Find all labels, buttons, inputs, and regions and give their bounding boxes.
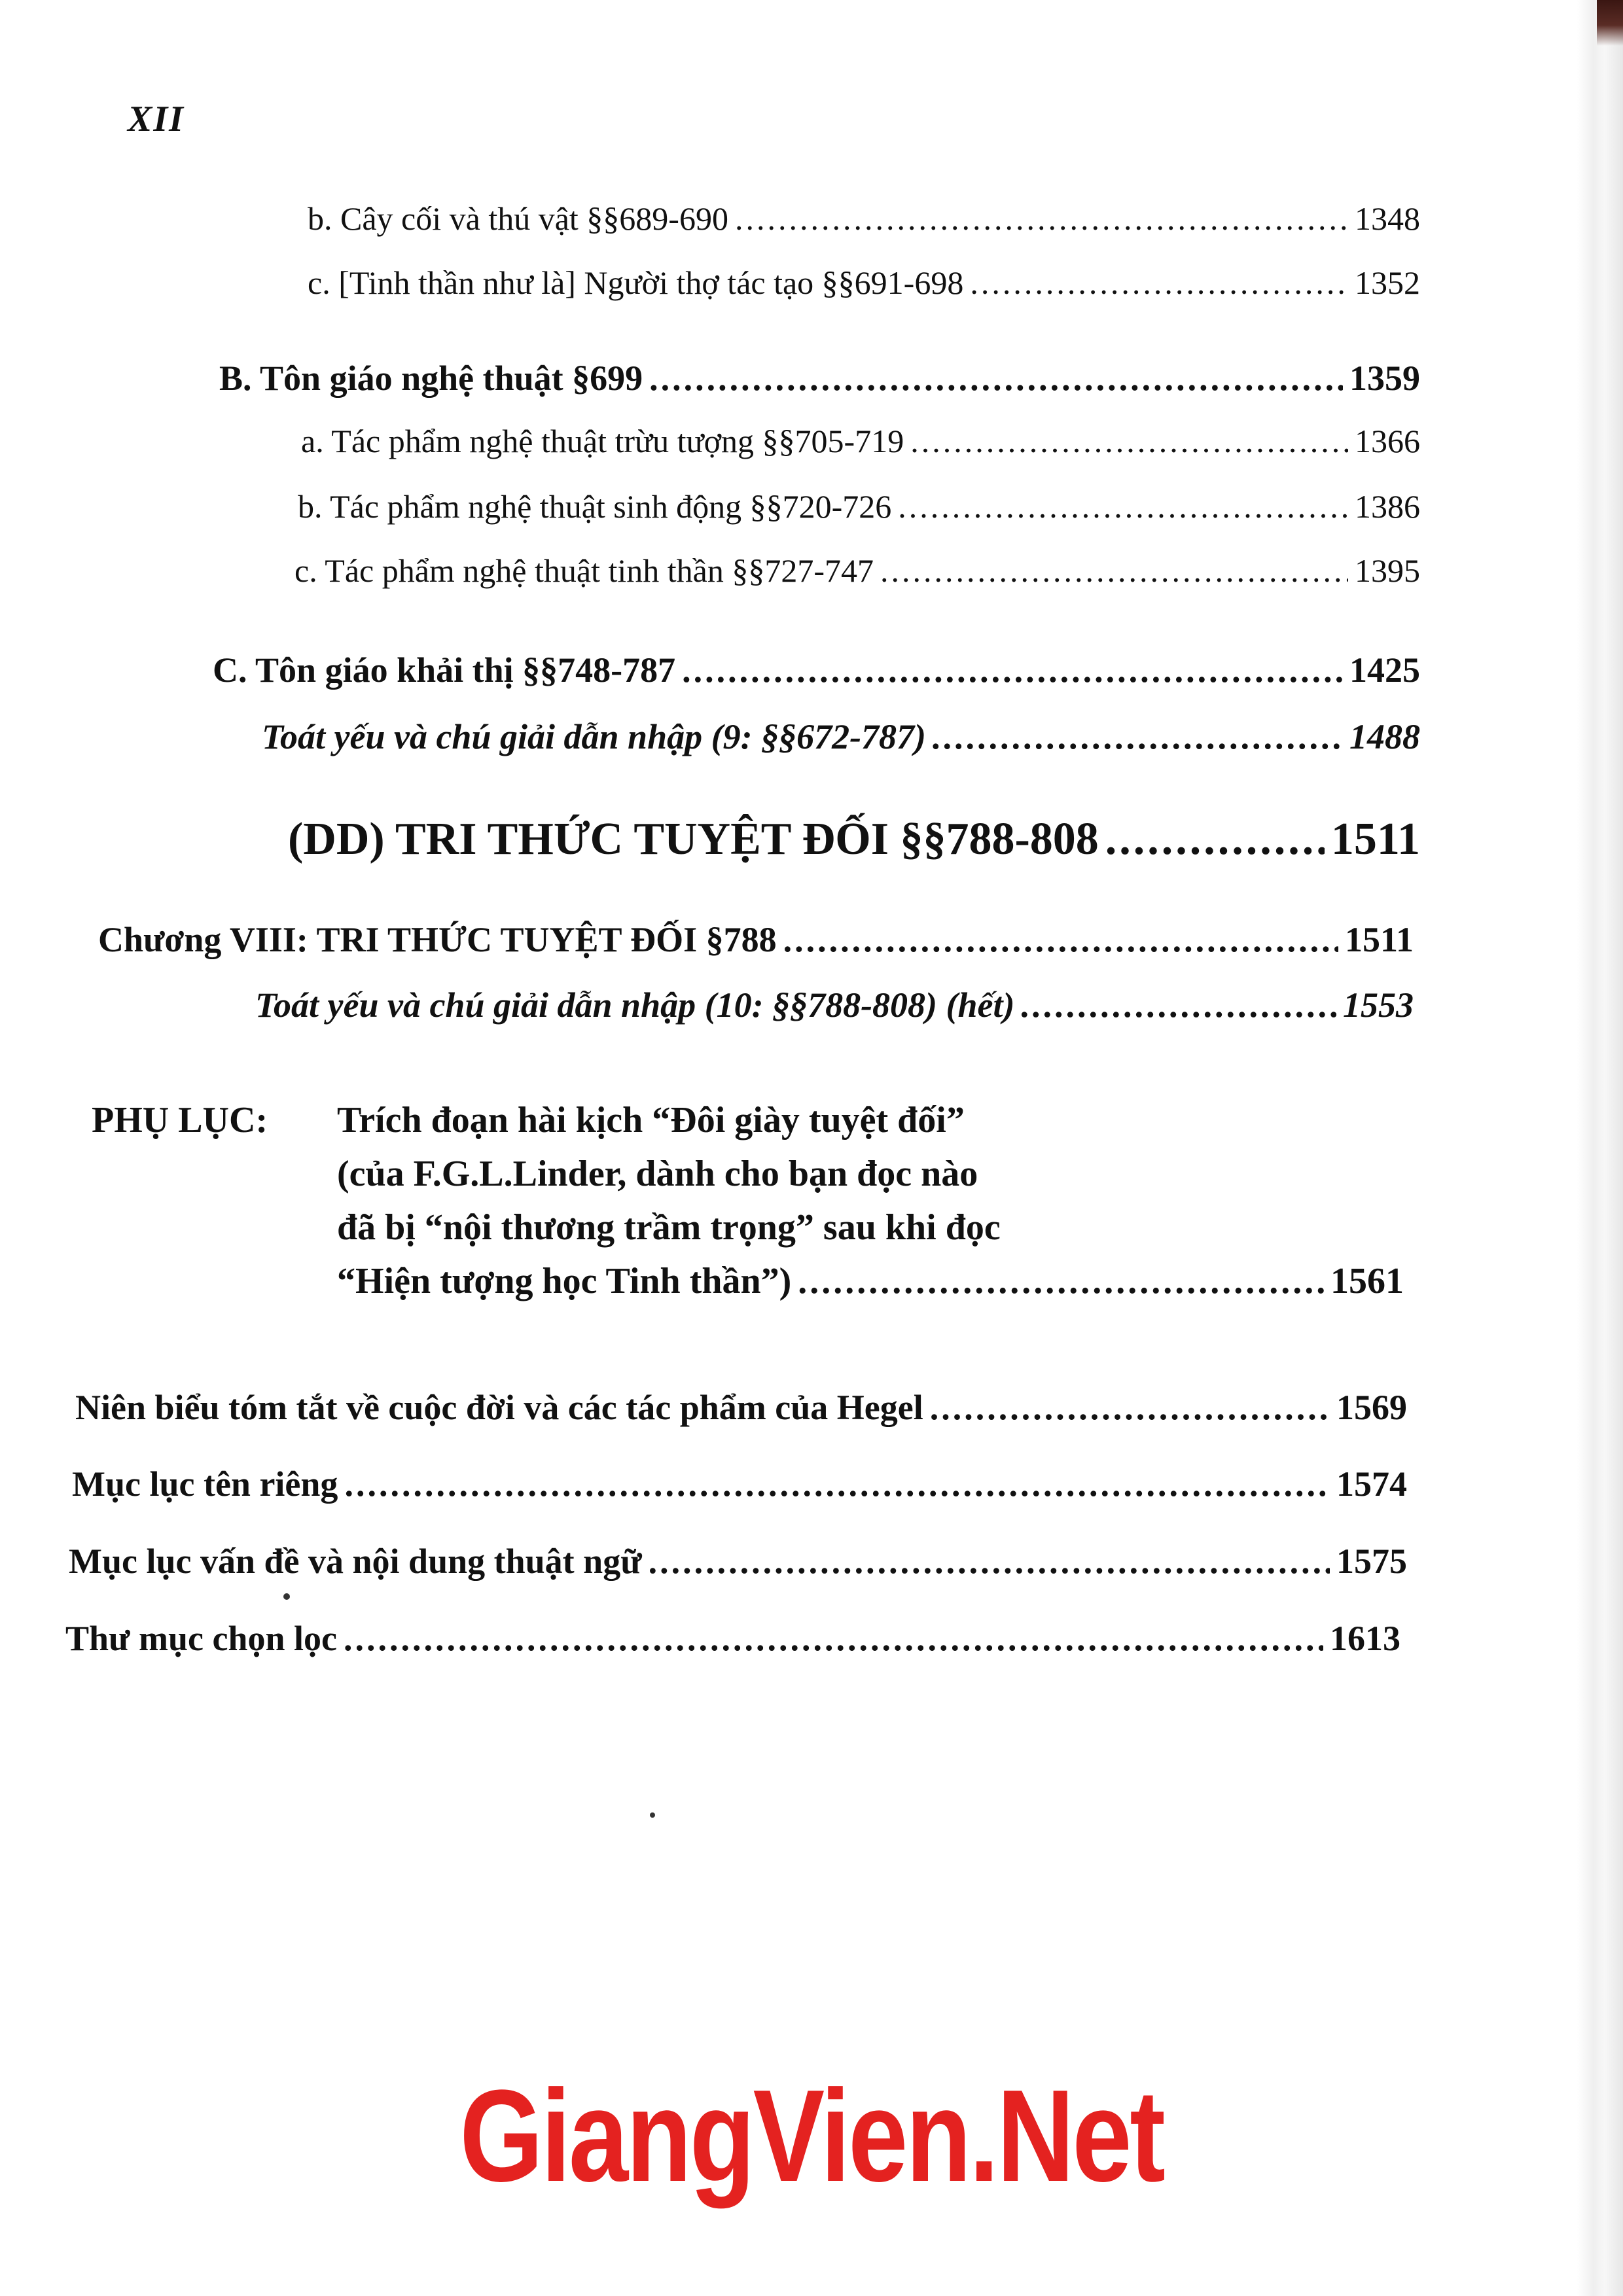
toc-entry-label: Thư mục chọn lọc bbox=[65, 1619, 337, 1658]
appendix-label: PHỤ LỤC: bbox=[92, 1100, 268, 1140]
toc-entry-page: 1574 bbox=[1336, 1464, 1407, 1504]
page-edge-shadow bbox=[1577, 0, 1623, 2296]
toc-entry-living-art bbox=[298, 487, 1420, 525]
ink-speck bbox=[283, 1593, 290, 1600]
toc-entry-worker bbox=[308, 264, 1420, 302]
toc-entry-names-index bbox=[72, 1464, 1407, 1504]
leader-dots bbox=[930, 1387, 1330, 1428]
leader-dots bbox=[649, 358, 1343, 398]
binding-corner bbox=[1597, 0, 1623, 46]
appendix-line: đã bị “nội thương trầm trọng” sau khi đọc bbox=[337, 1207, 1001, 1248]
toc-entry-page: 1352 bbox=[1355, 264, 1420, 301]
toc-heading-dd bbox=[288, 813, 1420, 866]
ink-speck bbox=[650, 1812, 655, 1818]
leader-dots bbox=[1022, 985, 1337, 1025]
leader-dots bbox=[735, 200, 1348, 238]
toc-entry-label: Toát yếu và chú giải dẫn nhập (10: §§788-808) (hết) bbox=[255, 985, 1015, 1025]
leader-dots bbox=[798, 1260, 1324, 1302]
toc-entry-page: 1569 bbox=[1336, 1388, 1407, 1427]
toc-entry-summary-10 bbox=[255, 985, 1414, 1025]
toc-entry-art-religion bbox=[219, 358, 1420, 398]
appendix-last-line bbox=[337, 1260, 1404, 1302]
toc-heading-label: (DD) TRI THỨC TUYỆT ĐỐI §§788-808 bbox=[288, 814, 1099, 864]
toc-entry-label: B. Tôn giáo nghệ thuật §699 bbox=[219, 359, 643, 398]
toc-entry-label: b. Tác phẩm nghệ thuật sinh động §§720-726 bbox=[298, 488, 892, 525]
toc-entry-label: Mục lục vấn đề và nội dung thuật ngữ bbox=[69, 1542, 642, 1581]
toc-entry-label: Toát yếu và chú giải dẫn nhập (9: §§672-787) bbox=[262, 717, 927, 756]
toc-entry-label: a. Tác phẩm nghệ thuật trừu tượng §§705-719 bbox=[301, 423, 904, 459]
page-number: XII bbox=[128, 99, 185, 139]
toc-entry-page: 1488 bbox=[1349, 717, 1420, 756]
leader-dots bbox=[682, 650, 1343, 690]
toc-entry-summary-9 bbox=[262, 716, 1420, 757]
leader-dots bbox=[898, 487, 1348, 525]
toc-entry-label: Chương VIII: TRI THỨC TUYỆT ĐỐI §788 bbox=[98, 920, 777, 959]
toc-entry-page: 1553 bbox=[1343, 985, 1414, 1025]
leader-dots bbox=[970, 264, 1348, 302]
toc-entry-page: 1425 bbox=[1349, 650, 1420, 690]
watermark-logo: GiangVien.Net bbox=[459, 2063, 1164, 2209]
toc-entry-bibliography bbox=[65, 1618, 1400, 1659]
appendix-line: “Hiện tượng học Tinh thần”) bbox=[337, 1261, 792, 1301]
appendix-page: 1561 bbox=[1330, 1261, 1404, 1301]
toc-entry-spiritual-art bbox=[294, 552, 1420, 590]
toc-entry-label: c. Tác phẩm nghệ thuật tinh thần §§727-747 bbox=[294, 552, 874, 589]
appendix-line: (của F.G.L.Linder, dành cho bạn đọc nào bbox=[337, 1154, 978, 1194]
leader-dots bbox=[649, 1541, 1330, 1581]
toc-entry-chapter-8 bbox=[98, 919, 1414, 960]
toc-entry-page: 1348 bbox=[1355, 200, 1420, 237]
toc-entry-label: Mục lục tên riêng bbox=[72, 1464, 338, 1504]
toc-entry-page: 1575 bbox=[1336, 1542, 1407, 1581]
toc-entry-page: 1511 bbox=[1344, 920, 1414, 959]
toc-entry-trees bbox=[308, 200, 1420, 238]
toc-entry-revealed-religion bbox=[213, 650, 1420, 690]
leader-dots bbox=[910, 422, 1348, 460]
toc-entry-page: 1366 bbox=[1355, 423, 1420, 459]
leader-dots bbox=[880, 552, 1348, 590]
toc-entry-label: C. Tôn giáo khải thị §§748-787 bbox=[213, 650, 676, 690]
leader-dots bbox=[933, 716, 1343, 757]
toc-entry-page: 1395 bbox=[1355, 552, 1420, 589]
toc-entry-page: 1613 bbox=[1330, 1619, 1400, 1658]
toc-entry-label: b. Cây cối và thú vật §§689-690 bbox=[308, 200, 728, 237]
toc-entry-abstract-art bbox=[301, 422, 1420, 460]
toc-entry-label: c. [Tinh thần như là] Người thợ tác tạo §§691-698 bbox=[308, 264, 964, 301]
toc-entry-chronology bbox=[75, 1387, 1407, 1428]
leader-dots bbox=[344, 1618, 1323, 1659]
leader-dots bbox=[344, 1464, 1330, 1504]
toc-entry-label: Niên biểu tóm tắt về cuộc đời và các tác phẩm của Hegel bbox=[75, 1388, 923, 1427]
toc-entry-terms-index bbox=[69, 1541, 1407, 1581]
appendix-line: Trích đoạn hài kịch “Đôi giày tuyệt đối” bbox=[337, 1100, 965, 1140]
toc-entry-page: 1359 bbox=[1349, 359, 1420, 398]
toc-entry-page: 1386 bbox=[1355, 488, 1420, 525]
toc-heading-page: 1511 bbox=[1330, 814, 1420, 864]
leader-dots bbox=[783, 919, 1338, 960]
leader-dots bbox=[1105, 813, 1325, 866]
